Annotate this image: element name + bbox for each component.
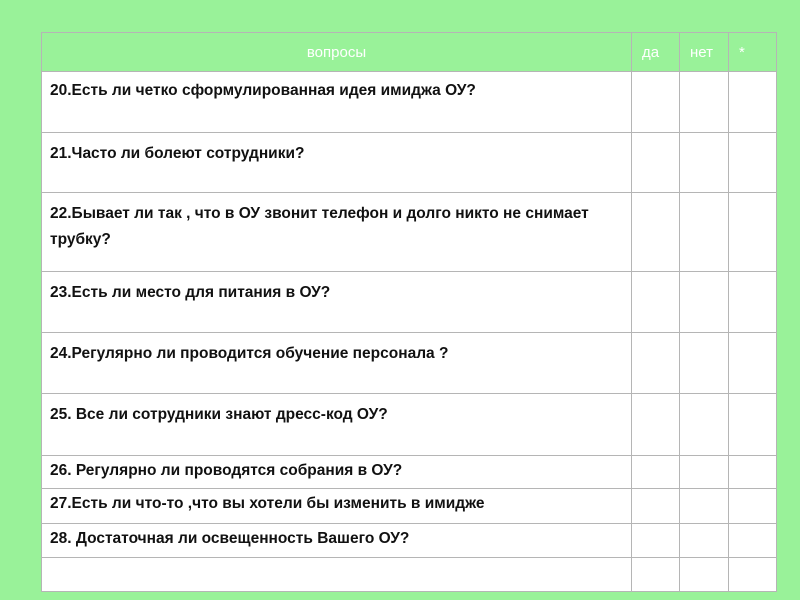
question-cell: 22.Бывает ли так , что в ОУ звонит телефон и долго никто не снимает трубку? <box>42 193 632 272</box>
question-cell: 21.Часто ли болеют сотрудники? <box>42 133 632 193</box>
answer-cell-no[interactable] <box>680 558 729 592</box>
answer-cell-star[interactable] <box>729 272 777 333</box>
survey-table <box>41 32 777 592</box>
answer-cell-yes[interactable] <box>632 333 680 394</box>
answer-cell-no[interactable] <box>680 272 729 333</box>
column-header-yes: да <box>632 33 680 72</box>
answer-cell-no[interactable] <box>680 193 729 272</box>
column-header-questions: вопросы <box>42 33 632 72</box>
answer-cell-yes[interactable] <box>632 394 680 456</box>
answer-cell-star[interactable] <box>729 133 777 193</box>
answer-cell-no[interactable] <box>680 72 729 133</box>
question-cell: 25. Все ли сотрудники знают дресс-код ОУ? <box>42 394 632 456</box>
column-header-no: нет <box>680 33 729 72</box>
question-cell: 20.Есть ли четко сформулированная идея имиджа ОУ? <box>42 72 632 133</box>
question-cell: 26. Регулярно ли проводятся собрания в ОУ? <box>42 456 632 489</box>
table-row <box>42 72 777 133</box>
table-row <box>42 193 777 272</box>
answer-cell-no[interactable] <box>680 456 729 489</box>
table-row <box>42 272 777 333</box>
answer-cell-no[interactable] <box>680 333 729 394</box>
answer-cell-no[interactable] <box>680 133 729 193</box>
answer-cell-yes[interactable] <box>632 558 680 592</box>
table-row <box>42 133 777 193</box>
answer-cell-star[interactable] <box>729 456 777 489</box>
answer-cell-star[interactable] <box>729 333 777 394</box>
answer-cell-star[interactable] <box>729 489 777 524</box>
column-header-star: * <box>729 33 777 72</box>
table-row <box>42 489 777 524</box>
answer-cell-star[interactable] <box>729 193 777 272</box>
answer-cell-yes[interactable] <box>632 193 680 272</box>
answer-cell-yes[interactable] <box>632 133 680 193</box>
answer-cell-yes[interactable] <box>632 524 680 558</box>
answer-cell-yes[interactable] <box>632 456 680 489</box>
answer-cell-no[interactable] <box>680 489 729 524</box>
table-row <box>42 333 777 394</box>
question-cell <box>42 558 632 592</box>
table-row <box>42 456 777 489</box>
table-header-row <box>42 33 777 72</box>
question-cell: 24.Регулярно ли проводится обучение персонала ? <box>42 333 632 394</box>
answer-cell-yes[interactable] <box>632 272 680 333</box>
answer-cell-yes[interactable] <box>632 72 680 133</box>
answer-cell-star[interactable] <box>729 72 777 133</box>
table-row <box>42 524 777 558</box>
question-cell: 28. Достаточная ли освещенность Вашего ОУ? <box>42 524 632 558</box>
answer-cell-no[interactable] <box>680 394 729 456</box>
answer-cell-star[interactable] <box>729 524 777 558</box>
question-cell: 23.Есть ли место для питания в ОУ? <box>42 272 632 333</box>
question-cell: 27.Есть ли что-то ,что вы хотели бы изменить в имидже <box>42 489 632 524</box>
answer-cell-star[interactable] <box>729 394 777 456</box>
table-row <box>42 558 777 592</box>
answer-cell-yes[interactable] <box>632 489 680 524</box>
answer-cell-star[interactable] <box>729 558 777 592</box>
table-row <box>42 394 777 456</box>
answer-cell-no[interactable] <box>680 524 729 558</box>
